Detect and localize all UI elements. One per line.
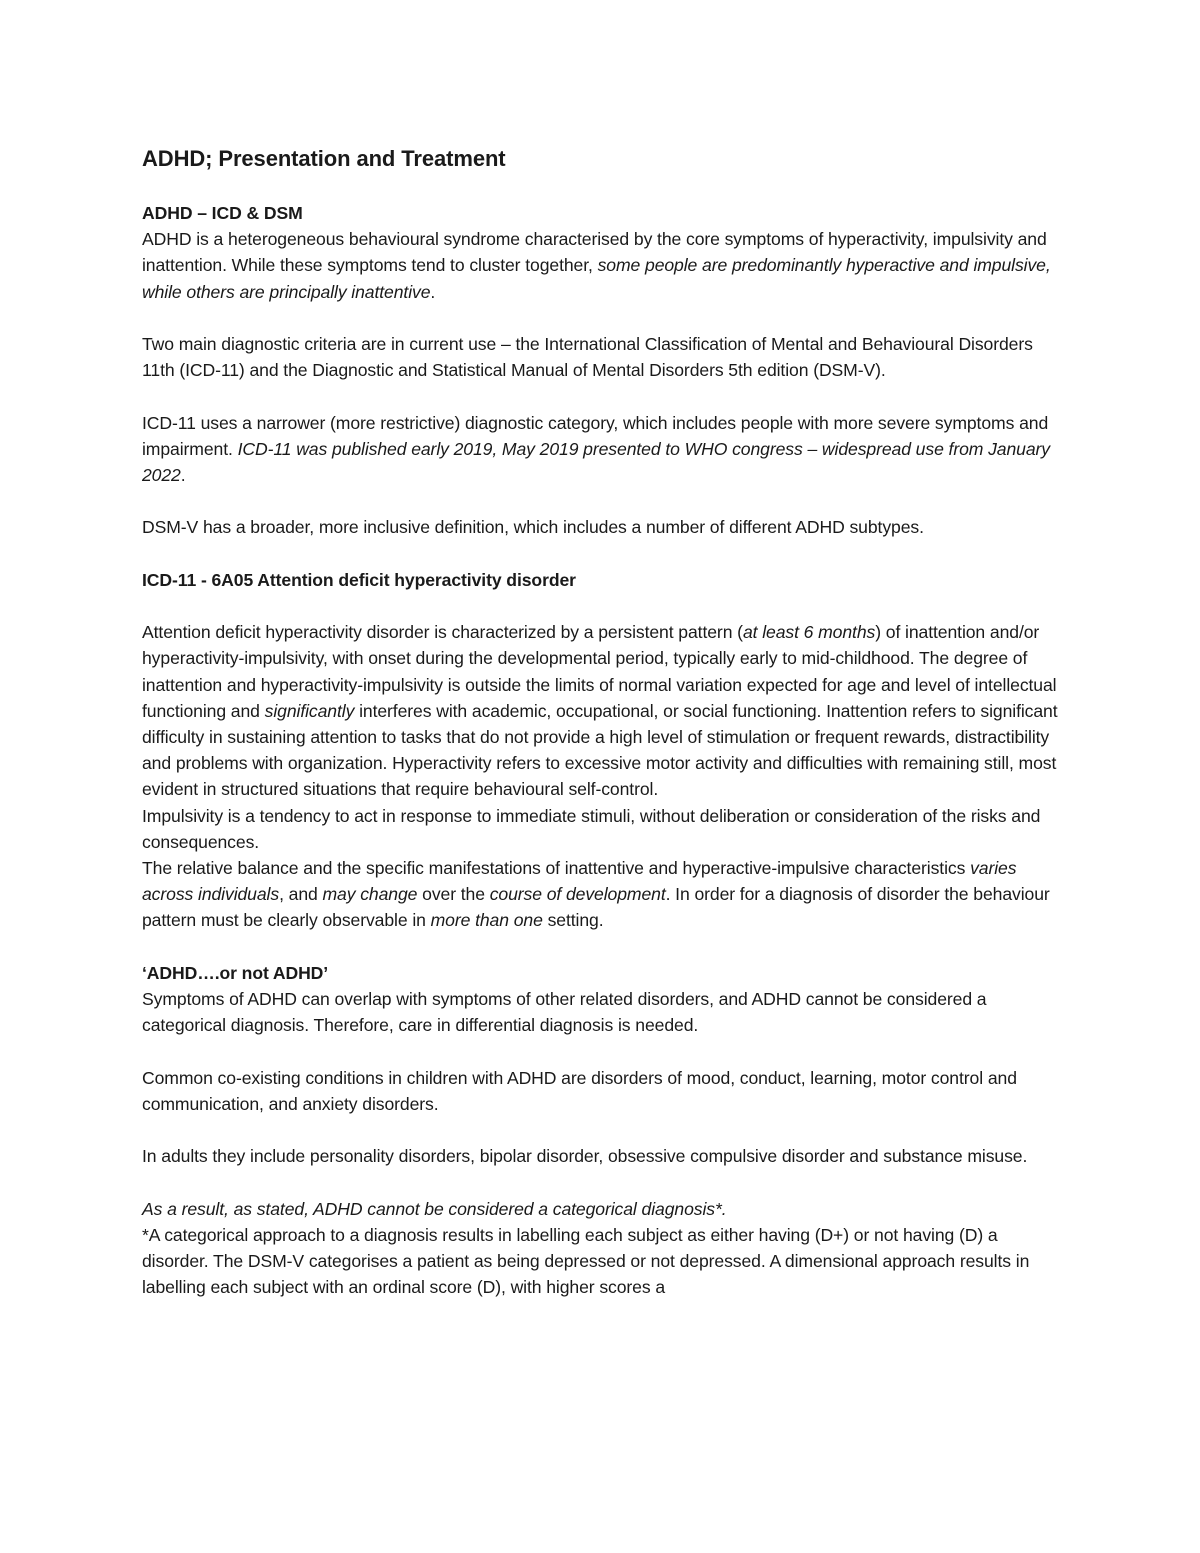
- paragraph-adult-conditions: In adults they include personality disorders, bipolar disorder, obsessive compulsive disorder and substance misuse.: [142, 1146, 1028, 1167]
- section-heading-icd-dsm: ADHD – ICD & DSM: [142, 203, 303, 223]
- paragraph-dsm5-broader: DSM-V has a broader, more inclusive definition, which includes a number of different ADHD subtypes.: [142, 517, 924, 538]
- balance-italic-3: course of development: [489, 884, 666, 905]
- paragraph-overlap: Symptoms of ADHD can overlap with symptoms of other related disorders, and ADHD cannot be considered a categorical diagnosis. Therefore, care in differential diagnosis is needed.: [142, 989, 987, 1036]
- paragraph-relative-balance: [142, 855, 1062, 934]
- section-heading-icd11-6a05: ICD-11 - 6A05 Attention deficit hyperactivity disorder: [142, 569, 576, 590]
- paragraph-icd11-text: ICD-11 uses a narrower (more restrictive) diagnostic category, which includes people with more severe symptoms and impairment.: [142, 412, 1049, 459]
- paragraph-categorical-approach: *A categorical approach to a diagnosis results in labelling each subject as either having (D+) or not having (D) a disorder. The DSM-V categorises a patient as being depressed or not depressed. A dimensional approach results in labelling each subject with an ordinal score (D), with higher scores a: [142, 1224, 1030, 1298]
- definition-italic-1: at least 6 months: [742, 622, 876, 643]
- document-page: [142, 144, 1062, 1300]
- document-title: ADHD; Presentation and Treatment: [142, 146, 506, 171]
- paragraph-result-italic: [142, 1196, 1062, 1222]
- paragraph-icd11-italic: ICD-11 was published early 2019, May 2019 presented to WHO congress – widespread use from January 2022: [142, 438, 1051, 485]
- definition-text-1: Attention deficit hyperactivity disorder is characterized by a persistent pattern (: [142, 622, 743, 643]
- paragraph-syndrome: [142, 226, 1062, 305]
- balance-text-1: The relative balance and the specific manifestations of inattentive and hyperactive-impulsive characteristics: [142, 858, 971, 878]
- result-italic-text: As a result, as stated, ADHD cannot be considered a categorical diagnosis*.: [142, 1198, 727, 1219]
- definition-text-2: ) of inattention and/or hyperactivity-impulsivity, with onset during the developmental period, typically early to mid-childhood. The degree of inattention and hyperactivity-impulsivity is outside the limits of normal variation expected for age and level of intellectual functioning and: [142, 622, 1057, 721]
- paragraph-syndrome-end: .: [430, 281, 436, 302]
- balance-italic-2: may change: [322, 884, 418, 905]
- section-heading-or-not-adhd: ‘ADHD….or not ADHD’: [142, 962, 329, 983]
- balance-text-5: setting.: [542, 910, 604, 931]
- paragraph-syndrome-text: ADHD is a heterogeneous behavioural syndrome characterised by the core symptoms of hyperactivity, impulsivity and inattention. While these symptoms tend to cluster together,: [142, 229, 1047, 276]
- balance-text-2: , and: [279, 884, 323, 905]
- paragraph-adhd-definition: [142, 619, 1062, 802]
- balance-text-3: over the: [417, 884, 490, 905]
- paragraph-icd11-end: .: [180, 465, 186, 485]
- paragraph-syndrome-italic: some people are predominantly hyperactive and impulsive, while others are principally inattentive: [142, 255, 1051, 302]
- definition-text-3: interferes with academic, occupational, or social functioning. Inattention refers to significant difficulty in sustaining attention to tasks that do not provide a high level of stimulation or frequent rewards, distractibility and problems with organization. Hyperactivity refers to excessive motor activity and difficulties with remaining still, most evident in structured situations that require behavioural self-control.: [142, 700, 1058, 800]
- balance-italic-4: more than one: [430, 910, 543, 931]
- paragraph-icd11-narrower: [142, 410, 1062, 489]
- definition-italic-2: significantly: [264, 700, 355, 721]
- paragraph-children-conditions: Common co-existing conditions in children with ADHD are disorders of mood, conduct, learning, motor control and communication, and anxiety disorders.: [142, 1067, 1017, 1114]
- paragraph-impulsivity: Impulsivity is a tendency to act in response to immediate stimuli, without deliberation or consideration of the risks and consequences.: [142, 805, 1041, 852]
- balance-italic-1: varies across individuals: [142, 858, 1017, 905]
- balance-text-4: . In order for a diagnosis of disorder the behaviour pattern must be clearly observable in: [142, 884, 1050, 931]
- paragraph-diagnostic-criteria: Two main diagnostic criteria are in current use – the International Classification of Mental and Behavioural Disorders 11th (ICD-11) and the Diagnostic and Statistical Manual of Mental Disorders 5th edition (DSM-V).: [142, 334, 1033, 381]
